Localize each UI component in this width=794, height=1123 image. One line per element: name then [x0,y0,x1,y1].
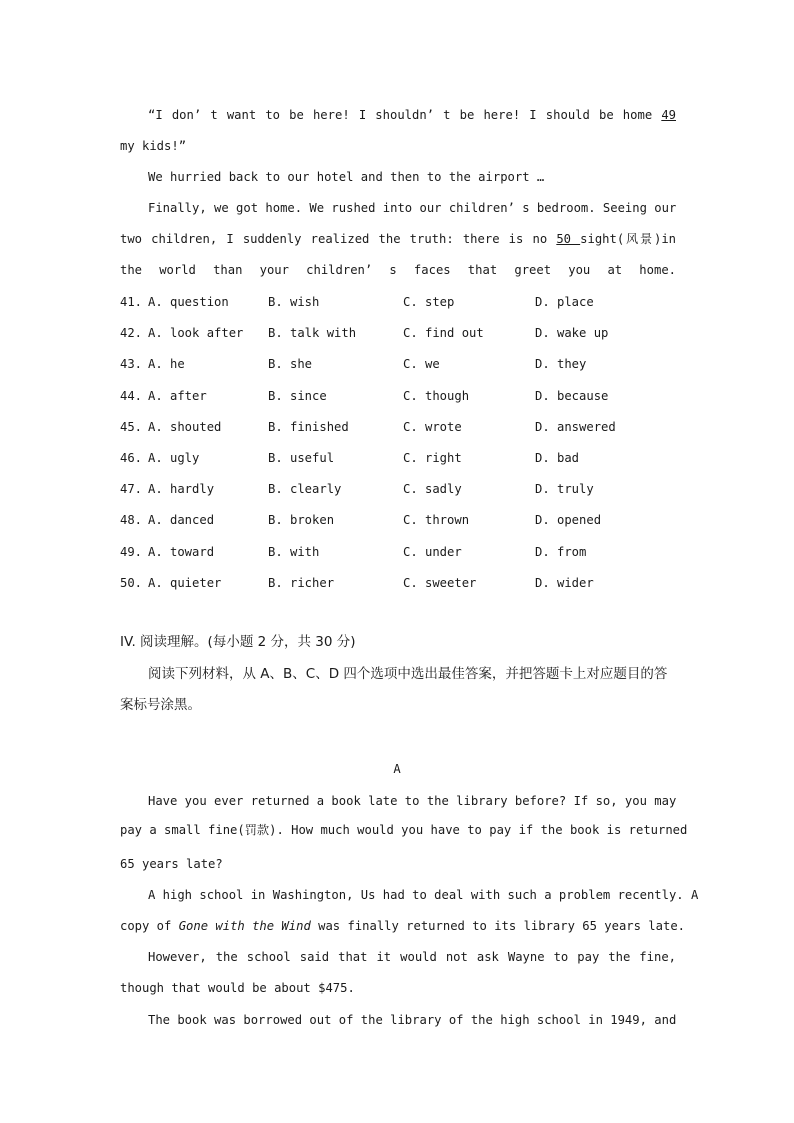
option-b: B. finished [268,419,349,434]
option-a: A. after [148,388,207,403]
question-number: 46. [120,451,143,465]
passage-line: pay a small fine(罚款). How much would you have to pay if the book is returned [120,823,688,837]
option-c: C. we [403,357,440,372]
book-title: Gone with the Wind [178,919,311,933]
passage-text: sight(风景)in [580,232,676,246]
option-d: D. bad [535,451,580,465]
question-number: 45. [120,419,143,434]
passage-line: the world than your children’ s faces that greet you at home. [120,263,676,277]
option-a: A. danced [148,513,215,528]
option-a: A. question [148,295,229,309]
option-a: A. shouted [148,419,222,434]
passage-line: though that would be about $475. [120,981,355,995]
question-number: 42. [120,326,143,341]
option-c: C. thrown [403,513,470,528]
option-b: B. wish [268,295,320,309]
question-number: 49. [120,544,143,559]
question-number: 48. [120,513,143,528]
option-d: D. wider [535,575,594,590]
option-b: B. richer [268,575,335,590]
section-heading: IV. 阅读理解。(每小题 2 分，共 30 分) [120,634,356,650]
question-number: 47. [120,482,143,497]
option-d: D. because [535,388,609,403]
option-a: A. toward [148,544,215,559]
passage-line: 65 years late? [120,857,223,871]
option-b: B. useful [268,451,335,465]
question-number: 41. [120,295,143,309]
passage-line [120,231,676,247]
option-a: A. ugly [148,451,200,465]
option-d: D. wake up [535,326,609,341]
passage-line: my kids!” [120,139,187,153]
option-a: A. he [148,357,185,372]
passage-text: “I don’ t want to be here! I shouldn’ t be here! I should be home [148,108,662,122]
option-b: B. since [268,388,327,403]
option-d: D. they [535,357,587,372]
option-a: A. look after [148,326,244,341]
option-d: D. place [535,295,594,309]
option-c: C. though [403,388,470,403]
option-c: C. sweeter [403,575,477,590]
option-b: B. talk with [268,326,357,341]
option-c: C. under [403,544,462,559]
option-a: A. quieter [148,575,222,590]
instruction-line: 案标号涂黑。 [120,697,201,713]
option-c: C. find out [403,326,484,341]
passage-line: We hurried back to our hotel and then to the airport … [148,170,545,184]
passage-line: The book was borrowed out of the library of the high school in 1949, and [148,1013,677,1027]
option-c: C. step [403,295,455,309]
blank-49: 49 [661,108,676,122]
option-c: C. sadly [403,482,462,497]
option-a: A. hardly [148,482,215,497]
option-d: D. opened [535,513,602,528]
option-b: B. broken [268,513,335,528]
question-number: 43. [120,357,143,372]
passage-line: A high school in Washington, Us had to deal with such a problem recently. A [148,888,699,902]
passage-line: However, the school said that it would not ask Wayne to pay the fine, [148,950,676,964]
instruction-line: 阅读下列材料，从 A、B、C、D 四个选项中选出最佳答案，并把答题卡上对应题目的答 [148,666,668,682]
option-b: B. with [268,544,320,559]
option-b: B. clearly [268,482,342,497]
passage-line [148,107,676,123]
passage-text: copy of [120,919,179,933]
option-d: D. answered [535,419,616,434]
option-d: D. truly [535,482,594,497]
option-d: D. from [535,544,587,559]
option-c: C. wrote [403,419,462,434]
option-c: C. right [403,451,462,465]
passage-text: two children, I suddenly realized the truth: there is no [120,232,557,246]
question-number: 44. [120,388,143,403]
passage-text: was finally returned to its library 65 years late. [310,919,685,933]
blank-50: 50 [556,232,581,246]
passage-line: Finally, we got home. We rushed into our children’ s bedroom. Seeing our [148,201,677,215]
passage-line [120,918,685,934]
option-b: B. she [268,357,313,372]
question-number: 50. [120,575,143,590]
passage-line: Have you ever returned a book late to the library before? If so, you may [148,794,677,808]
passage-title: A [393,762,401,776]
